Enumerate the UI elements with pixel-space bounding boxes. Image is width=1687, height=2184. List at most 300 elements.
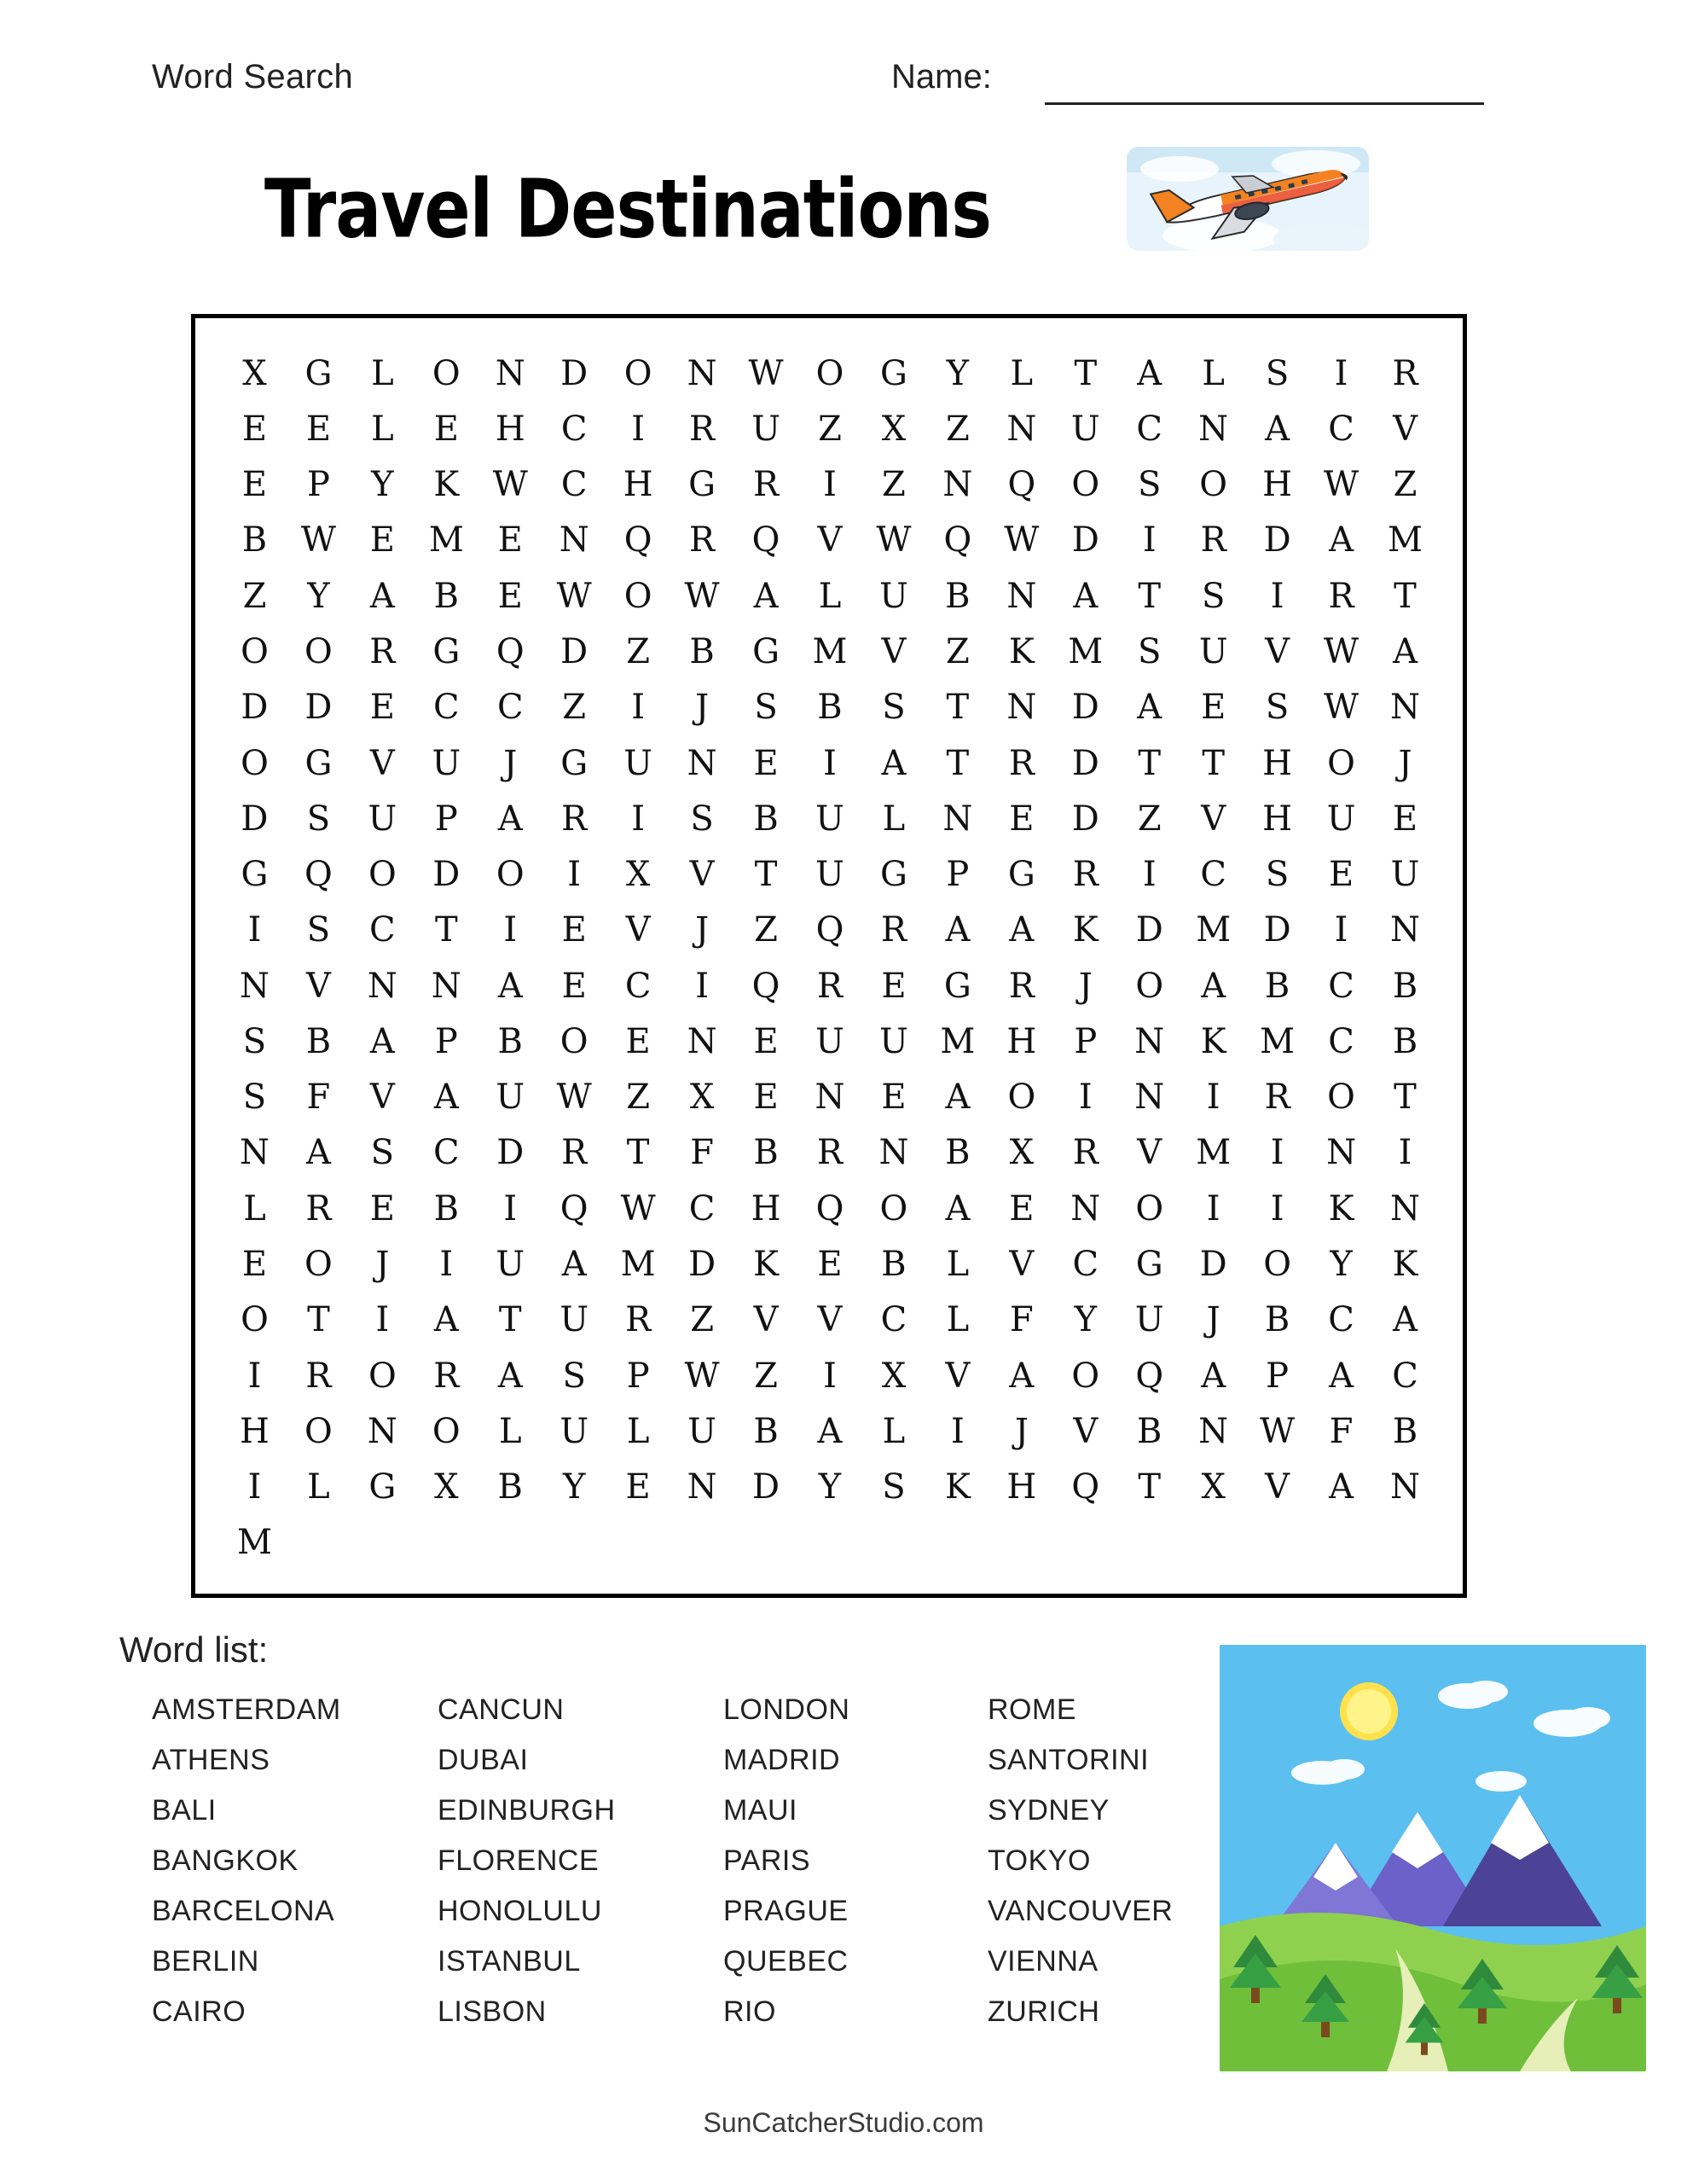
grid-cell[interactable]: B: [881, 1244, 907, 1284]
grid-cell[interactable]: W: [1324, 465, 1359, 505]
grid-cell[interactable]: B: [305, 1021, 332, 1061]
grid-cell[interactable]: D: [304, 688, 333, 728]
grid-cell[interactable]: O: [1327, 1077, 1355, 1118]
grid-cell[interactable]: L: [882, 799, 906, 839]
grid-cell[interactable]: O: [241, 631, 269, 671]
grid-cell[interactable]: M: [428, 520, 464, 561]
grid-cell[interactable]: O: [368, 1356, 397, 1396]
grid-cell[interactable]: N: [687, 353, 717, 393]
grid-cell[interactable]: K: [944, 1467, 971, 1507]
grid-cell[interactable]: E: [497, 520, 523, 561]
grid-cell[interactable]: A: [1329, 1356, 1354, 1396]
grid-cell[interactable]: B: [497, 1467, 523, 1507]
grid-cell[interactable]: J: [1398, 743, 1412, 783]
grid-cell[interactable]: I: [1142, 855, 1157, 895]
grid-cell[interactable]: A: [1009, 910, 1035, 950]
grid-cell[interactable]: C: [1328, 1300, 1354, 1340]
grid-cell[interactable]: I: [631, 688, 646, 728]
grid-cell[interactable]: Z: [818, 409, 842, 449]
grid-cell[interactable]: J: [695, 688, 710, 728]
grid-cell[interactable]: O: [559, 1021, 588, 1061]
grid-cell[interactable]: Z: [754, 1356, 778, 1396]
grid-cell[interactable]: A: [1009, 1356, 1035, 1396]
grid-cell[interactable]: V: [753, 1300, 779, 1340]
grid-cell[interactable]: G: [879, 353, 907, 393]
grid-cell[interactable]: W: [1324, 631, 1359, 671]
grid-cell[interactable]: W: [556, 576, 592, 616]
grid-cell[interactable]: T: [1138, 1467, 1162, 1507]
grid-cell[interactable]: O: [1071, 465, 1100, 505]
grid-cell[interactable]: U: [687, 1411, 716, 1451]
grid-cell[interactable]: I: [439, 1244, 454, 1284]
grid-cell[interactable]: S: [1201, 576, 1226, 616]
grid-cell[interactable]: I: [631, 409, 646, 449]
grid-cell[interactable]: N: [878, 1133, 909, 1173]
grid-cell[interactable]: T: [307, 1300, 330, 1340]
grid-cell[interactable]: V: [369, 1077, 395, 1118]
grid-cell[interactable]: R: [433, 1356, 460, 1396]
grid-cell[interactable]: X: [881, 1356, 907, 1396]
grid-cell[interactable]: L: [818, 576, 842, 616]
grid-cell[interactable]: I: [247, 1467, 262, 1507]
grid-cell[interactable]: E: [241, 465, 268, 505]
grid-cell[interactable]: W: [492, 465, 528, 505]
grid-cell[interactable]: A: [945, 1188, 971, 1228]
grid-cell[interactable]: O: [1199, 465, 1228, 505]
grid-cell[interactable]: M: [940, 1021, 976, 1061]
grid-cell[interactable]: R: [1008, 966, 1035, 1006]
grid-cell[interactable]: C: [560, 465, 588, 505]
grid-cell[interactable]: C: [688, 1188, 716, 1228]
grid-cell[interactable]: U: [1326, 799, 1356, 839]
grid-cell[interactable]: S: [242, 1021, 267, 1061]
grid-cell[interactable]: Q: [815, 910, 844, 950]
grid-cell[interactable]: A: [1329, 520, 1354, 561]
grid-cell[interactable]: B: [1392, 1021, 1418, 1061]
grid-cell[interactable]: S: [370, 1133, 395, 1173]
grid-cell[interactable]: A: [369, 1021, 395, 1061]
grid-cell[interactable]: S: [882, 1467, 906, 1507]
grid-cell[interactable]: Q: [1007, 465, 1036, 505]
grid-cell[interactable]: B: [433, 1188, 459, 1228]
grid-cell[interactable]: M: [1196, 1133, 1232, 1173]
grid-cell[interactable]: I: [695, 966, 709, 1006]
grid-cell[interactable]: Z: [1393, 465, 1417, 505]
grid-cell[interactable]: O: [1007, 1077, 1036, 1118]
grid-cell[interactable]: M: [812, 631, 848, 671]
grid-cell[interactable]: P: [434, 1021, 458, 1061]
grid-cell[interactable]: Q: [1135, 1356, 1164, 1396]
grid-cell[interactable]: R: [1072, 855, 1099, 895]
grid-cell[interactable]: J: [695, 910, 710, 950]
grid-cell[interactable]: L: [626, 1411, 650, 1451]
grid-cell[interactable]: U: [623, 743, 652, 783]
grid-cell[interactable]: S: [562, 1356, 586, 1396]
grid-cell[interactable]: V: [305, 966, 331, 1006]
grid-cell[interactable]: H: [1262, 799, 1293, 839]
grid-cell[interactable]: E: [369, 1188, 395, 1228]
grid-cell[interactable]: Q: [751, 520, 780, 561]
grid-cell[interactable]: L: [498, 1411, 522, 1451]
grid-cell[interactable]: S: [1138, 465, 1162, 505]
grid-cell[interactable]: D: [1135, 910, 1163, 950]
grid-cell[interactable]: C: [1392, 1356, 1418, 1396]
grid-cell[interactable]: D: [241, 688, 269, 728]
grid-cell[interactable]: U: [815, 855, 844, 895]
grid-cell[interactable]: E: [1009, 799, 1035, 839]
grid-cell[interactable]: I: [1142, 520, 1157, 561]
grid-cell[interactable]: V: [1009, 1244, 1035, 1284]
grid-cell[interactable]: M: [620, 1244, 656, 1284]
grid-cell[interactable]: A: [497, 1356, 523, 1396]
grid-cell[interactable]: Q: [751, 966, 780, 1006]
grid-cell[interactable]: I: [1270, 1188, 1284, 1228]
grid-cell[interactable]: R: [305, 1356, 332, 1396]
grid-cell[interactable]: X: [689, 1077, 715, 1118]
grid-cell[interactable]: D: [241, 799, 269, 839]
grid-cell[interactable]: E: [753, 743, 779, 783]
grid-cell[interactable]: T: [1138, 743, 1162, 783]
grid-cell[interactable]: O: [432, 353, 461, 393]
grid-cell[interactable]: I: [503, 910, 518, 950]
grid-cell[interactable]: I: [1078, 1077, 1093, 1118]
grid-cell[interactable]: Y: [1074, 1300, 1097, 1340]
grid-cell[interactable]: V: [1137, 1133, 1162, 1173]
grid-cell[interactable]: I: [1398, 1133, 1412, 1173]
grid-cell[interactable]: N: [1390, 1188, 1421, 1228]
grid-cell[interactable]: R: [689, 520, 716, 561]
grid-cell[interactable]: R: [1264, 1077, 1290, 1118]
grid-cell[interactable]: O: [623, 576, 652, 616]
grid-cell[interactable]: Z: [562, 688, 587, 728]
grid-cell[interactable]: L: [371, 353, 394, 393]
grid-cell[interactable]: R: [1072, 1133, 1099, 1173]
grid-cell[interactable]: A: [1137, 688, 1162, 728]
grid-cell[interactable]: G: [304, 743, 333, 783]
grid-cell[interactable]: O: [304, 1411, 333, 1451]
grid-cell[interactable]: Q: [1071, 1467, 1100, 1507]
grid-cell[interactable]: A: [1201, 1356, 1226, 1396]
grid-cell[interactable]: C: [1328, 1021, 1354, 1061]
grid-cell[interactable]: E: [1392, 799, 1418, 839]
grid-cell[interactable]: U: [879, 576, 908, 616]
grid-cell[interactable]: K: [1392, 1244, 1418, 1284]
grid-cell[interactable]: H: [1006, 1021, 1037, 1061]
grid-cell[interactable]: G: [752, 631, 780, 671]
grid-cell[interactable]: R: [1328, 576, 1354, 616]
grid-cell[interactable]: A: [1393, 631, 1417, 671]
grid-cell[interactable]: N: [1198, 409, 1229, 449]
grid-cell[interactable]: N: [1326, 1133, 1357, 1173]
grid-cell[interactable]: H: [1262, 465, 1293, 505]
grid-cell[interactable]: F: [1329, 1411, 1354, 1451]
grid-cell[interactable]: G: [879, 855, 907, 895]
grid-cell[interactable]: Z: [690, 1300, 714, 1340]
grid-cell[interactable]: H: [240, 1411, 270, 1451]
grid-cell[interactable]: N: [815, 1077, 845, 1118]
grid-cell[interactable]: A: [497, 966, 523, 1006]
grid-cell[interactable]: N: [687, 1021, 717, 1061]
grid-cell[interactable]: E: [625, 1021, 651, 1061]
grid-cell[interactable]: U: [815, 1021, 844, 1061]
grid-cell[interactable]: I: [567, 855, 582, 895]
grid-cell[interactable]: L: [307, 1467, 330, 1507]
grid-cell[interactable]: Z: [945, 631, 970, 671]
grid-cell[interactable]: I: [631, 799, 646, 839]
grid-cell[interactable]: R: [561, 1133, 588, 1173]
grid-cell[interactable]: E: [241, 409, 268, 449]
grid-cell[interactable]: D: [560, 353, 588, 393]
grid-cell[interactable]: F: [690, 1133, 714, 1173]
grid-cell[interactable]: N: [239, 966, 270, 1006]
grid-cell[interactable]: C: [369, 910, 396, 950]
grid-cell[interactable]: H: [1006, 1467, 1037, 1507]
grid-cell[interactable]: W: [1324, 688, 1359, 728]
grid-cell[interactable]: B: [1264, 966, 1290, 1006]
grid-cell[interactable]: D: [752, 1467, 780, 1507]
grid-cell[interactable]: S: [1265, 688, 1290, 728]
grid-cell[interactable]: Z: [882, 465, 906, 505]
grid-cell[interactable]: K: [1008, 631, 1035, 671]
grid-cell[interactable]: V: [1201, 799, 1226, 839]
grid-cell[interactable]: I: [1206, 1077, 1220, 1118]
grid-cell[interactable]: U: [496, 1077, 525, 1118]
grid-cell[interactable]: N: [1006, 576, 1037, 616]
grid-cell[interactable]: Y: [307, 576, 330, 616]
grid-cell[interactable]: T: [1202, 743, 1226, 783]
grid-cell[interactable]: O: [1135, 966, 1164, 1006]
grid-cell[interactable]: O: [1263, 1244, 1292, 1284]
grid-cell[interactable]: L: [371, 409, 394, 449]
grid-cell[interactable]: U: [559, 1411, 589, 1451]
grid-cell[interactable]: Q: [496, 631, 525, 671]
grid-cell[interactable]: L: [946, 1300, 970, 1340]
grid-cell[interactable]: P: [306, 465, 330, 505]
grid-cell[interactable]: B: [753, 1411, 779, 1451]
grid-cell[interactable]: H: [623, 465, 653, 505]
grid-cell[interactable]: G: [943, 966, 971, 1006]
grid-cell[interactable]: N: [1006, 688, 1037, 728]
grid-cell[interactable]: D: [432, 855, 461, 895]
grid-cell[interactable]: U: [1070, 409, 1100, 449]
grid-cell[interactable]: L: [882, 1411, 906, 1451]
grid-cell[interactable]: C: [560, 409, 588, 449]
grid-cell[interactable]: E: [881, 966, 907, 1006]
grid-cell[interactable]: D: [1263, 910, 1291, 950]
grid-cell[interactable]: U: [496, 1244, 525, 1284]
grid-cell[interactable]: I: [1334, 353, 1348, 393]
grid-cell[interactable]: V: [817, 1300, 843, 1340]
grid-cell[interactable]: U: [1390, 855, 1420, 895]
grid-cell[interactable]: Z: [242, 576, 267, 616]
grid-cell[interactable]: R: [689, 409, 716, 449]
grid-cell[interactable]: Z: [626, 631, 651, 671]
grid-cell[interactable]: J: [1078, 966, 1093, 1006]
grid-cell[interactable]: W: [1260, 1411, 1296, 1451]
grid-cell[interactable]: B: [1137, 1411, 1162, 1451]
grid-cell[interactable]: I: [1334, 910, 1348, 950]
grid-cell[interactable]: T: [1394, 576, 1417, 616]
grid-cell[interactable]: I: [1206, 1188, 1220, 1228]
grid-cell[interactable]: I: [1270, 576, 1284, 616]
grid-cell[interactable]: U: [751, 409, 780, 449]
grid-cell[interactable]: F: [306, 1077, 331, 1118]
grid-cell[interactable]: I: [950, 1411, 965, 1451]
grid-cell[interactable]: O: [879, 1188, 908, 1228]
grid-cell[interactable]: D: [1071, 688, 1099, 728]
grid-cell[interactable]: L: [1010, 353, 1034, 393]
grid-cell[interactable]: B: [689, 631, 715, 671]
grid-cell[interactable]: N: [431, 966, 461, 1006]
grid-cell[interactable]: E: [561, 910, 587, 950]
grid-cell[interactable]: D: [1199, 1244, 1227, 1284]
grid-cell[interactable]: P: [626, 1356, 650, 1396]
grid-cell[interactable]: S: [1138, 631, 1162, 671]
grid-cell[interactable]: A: [433, 1077, 459, 1118]
grid-cell[interactable]: N: [367, 966, 397, 1006]
grid-cell[interactable]: Y: [371, 465, 394, 505]
grid-cell[interactable]: B: [753, 1133, 779, 1173]
grid-cell[interactable]: C: [1072, 1244, 1099, 1284]
grid-cell[interactable]: D: [560, 631, 588, 671]
grid-cell[interactable]: O: [1071, 1356, 1100, 1396]
grid-cell[interactable]: P: [434, 799, 458, 839]
grid-cell[interactable]: C: [1136, 409, 1163, 449]
grid-cell[interactable]: B: [241, 520, 268, 561]
grid-cell[interactable]: O: [241, 743, 269, 783]
grid-cell[interactable]: A: [369, 576, 395, 616]
grid-cell[interactable]: E: [433, 409, 459, 449]
grid-cell[interactable]: X: [881, 409, 907, 449]
grid-cell[interactable]: N: [1006, 409, 1037, 449]
grid-cell[interactable]: X: [1009, 1133, 1035, 1173]
grid-cell[interactable]: Q: [623, 520, 652, 561]
grid-cell[interactable]: A: [945, 1077, 971, 1118]
grid-cell[interactable]: E: [881, 1077, 907, 1118]
grid-cell[interactable]: B: [497, 1021, 523, 1061]
grid-cell[interactable]: A: [1073, 576, 1099, 616]
grid-cell[interactable]: A: [945, 910, 971, 950]
grid-cell[interactable]: P: [1266, 1356, 1290, 1396]
grid-cell[interactable]: P: [1074, 1021, 1098, 1061]
grid-cell[interactable]: R: [1200, 520, 1226, 561]
grid-cell[interactable]: N: [1390, 1467, 1421, 1507]
grid-cell[interactable]: O: [368, 855, 397, 895]
grid-cell[interactable]: Q: [304, 855, 333, 895]
grid-cell[interactable]: V: [881, 631, 907, 671]
grid-cell[interactable]: H: [495, 409, 525, 449]
grid-cell[interactable]: C: [1328, 966, 1354, 1006]
grid-cell[interactable]: S: [306, 910, 331, 950]
grid-cell[interactable]: N: [1198, 1411, 1229, 1451]
grid-cell[interactable]: S: [1265, 855, 1290, 895]
grid-cell[interactable]: V: [1265, 1467, 1290, 1507]
grid-cell[interactable]: Y: [563, 1467, 586, 1507]
grid-cell[interactable]: J: [503, 743, 518, 783]
grid-cell[interactable]: N: [1134, 1077, 1165, 1118]
grid-cell[interactable]: T: [498, 1300, 522, 1340]
grid-cell[interactable]: T: [1394, 1077, 1417, 1118]
grid-cell[interactable]: G: [1007, 855, 1035, 895]
grid-cell[interactable]: C: [433, 1133, 460, 1173]
grid-cell[interactable]: M: [1068, 631, 1104, 671]
grid-cell[interactable]: U: [879, 1021, 908, 1061]
grid-cell[interactable]: R: [561, 799, 588, 839]
grid-cell[interactable]: G: [432, 631, 461, 671]
grid-cell[interactable]: U: [432, 743, 461, 783]
grid-cell[interactable]: V: [1393, 409, 1417, 449]
grid-cell[interactable]: T: [626, 1133, 650, 1173]
grid-cell[interactable]: S: [1265, 353, 1290, 393]
grid-cell[interactable]: E: [369, 520, 395, 561]
grid-cell[interactable]: A: [1137, 353, 1162, 393]
grid-cell[interactable]: I: [247, 1356, 262, 1396]
grid-cell[interactable]: Z: [754, 910, 778, 950]
grid-cell[interactable]: V: [1073, 1411, 1099, 1451]
grid-cell[interactable]: V: [1265, 631, 1290, 671]
grid-cell[interactable]: K: [1200, 1021, 1226, 1061]
grid-cell[interactable]: R: [625, 1300, 652, 1340]
grid-cell[interactable]: W: [556, 1077, 592, 1118]
grid-cell[interactable]: N: [495, 353, 525, 393]
grid-cell[interactable]: A: [753, 576, 779, 616]
grid-cell[interactable]: B: [817, 688, 843, 728]
grid-cell[interactable]: N: [367, 1411, 397, 1451]
grid-cell[interactable]: Z: [626, 1077, 651, 1118]
grid-cell[interactable]: S: [242, 1077, 267, 1118]
grid-cell[interactable]: B: [1392, 1411, 1418, 1451]
grid-cell[interactable]: C: [1200, 855, 1226, 895]
grid-cell[interactable]: Z: [945, 409, 970, 449]
grid-cell[interactable]: S: [882, 688, 906, 728]
grid-cell[interactable]: T: [946, 688, 970, 728]
grid-cell[interactable]: E: [1328, 855, 1354, 895]
grid-cell[interactable]: O: [304, 631, 333, 671]
grid-cell[interactable]: I: [375, 1300, 390, 1340]
grid-cell[interactable]: P: [946, 855, 970, 895]
grid-cell[interactable]: I: [247, 910, 262, 950]
grid-cell[interactable]: R: [1008, 743, 1035, 783]
grid-cell[interactable]: B: [1264, 1300, 1290, 1340]
grid-cell[interactable]: D: [496, 1133, 525, 1173]
grid-cell[interactable]: E: [1009, 1188, 1035, 1228]
grid-cell[interactable]: R: [880, 910, 907, 950]
grid-cell[interactable]: J: [1206, 1300, 1220, 1340]
grid-cell[interactable]: Y: [1330, 1244, 1353, 1284]
grid-cell[interactable]: H: [751, 1188, 781, 1228]
grid-cell[interactable]: O: [623, 353, 652, 393]
grid-cell[interactable]: O: [1327, 743, 1355, 783]
grid-cell[interactable]: C: [433, 688, 460, 728]
grid-cell[interactable]: N: [1390, 688, 1421, 728]
grid-cell[interactable]: A: [1329, 1467, 1354, 1507]
grid-cell[interactable]: M: [236, 1523, 272, 1563]
grid-cell[interactable]: L: [1202, 353, 1225, 393]
grid-cell[interactable]: S: [754, 688, 778, 728]
grid-cell[interactable]: B: [433, 576, 459, 616]
grid-cell[interactable]: V: [369, 743, 395, 783]
grid-cell[interactable]: C: [496, 688, 524, 728]
grid-cell[interactable]: U: [368, 799, 397, 839]
grid-cell[interactable]: N: [1390, 910, 1421, 950]
grid-cell[interactable]: W: [684, 1356, 720, 1396]
grid-cell[interactable]: Q: [815, 1188, 844, 1228]
grid-cell[interactable]: W: [684, 576, 720, 616]
grid-cell[interactable]: G: [560, 743, 588, 783]
grid-cell[interactable]: X: [434, 1467, 459, 1507]
grid-cell[interactable]: R: [816, 1133, 844, 1173]
grid-cell[interactable]: E: [753, 1021, 779, 1061]
